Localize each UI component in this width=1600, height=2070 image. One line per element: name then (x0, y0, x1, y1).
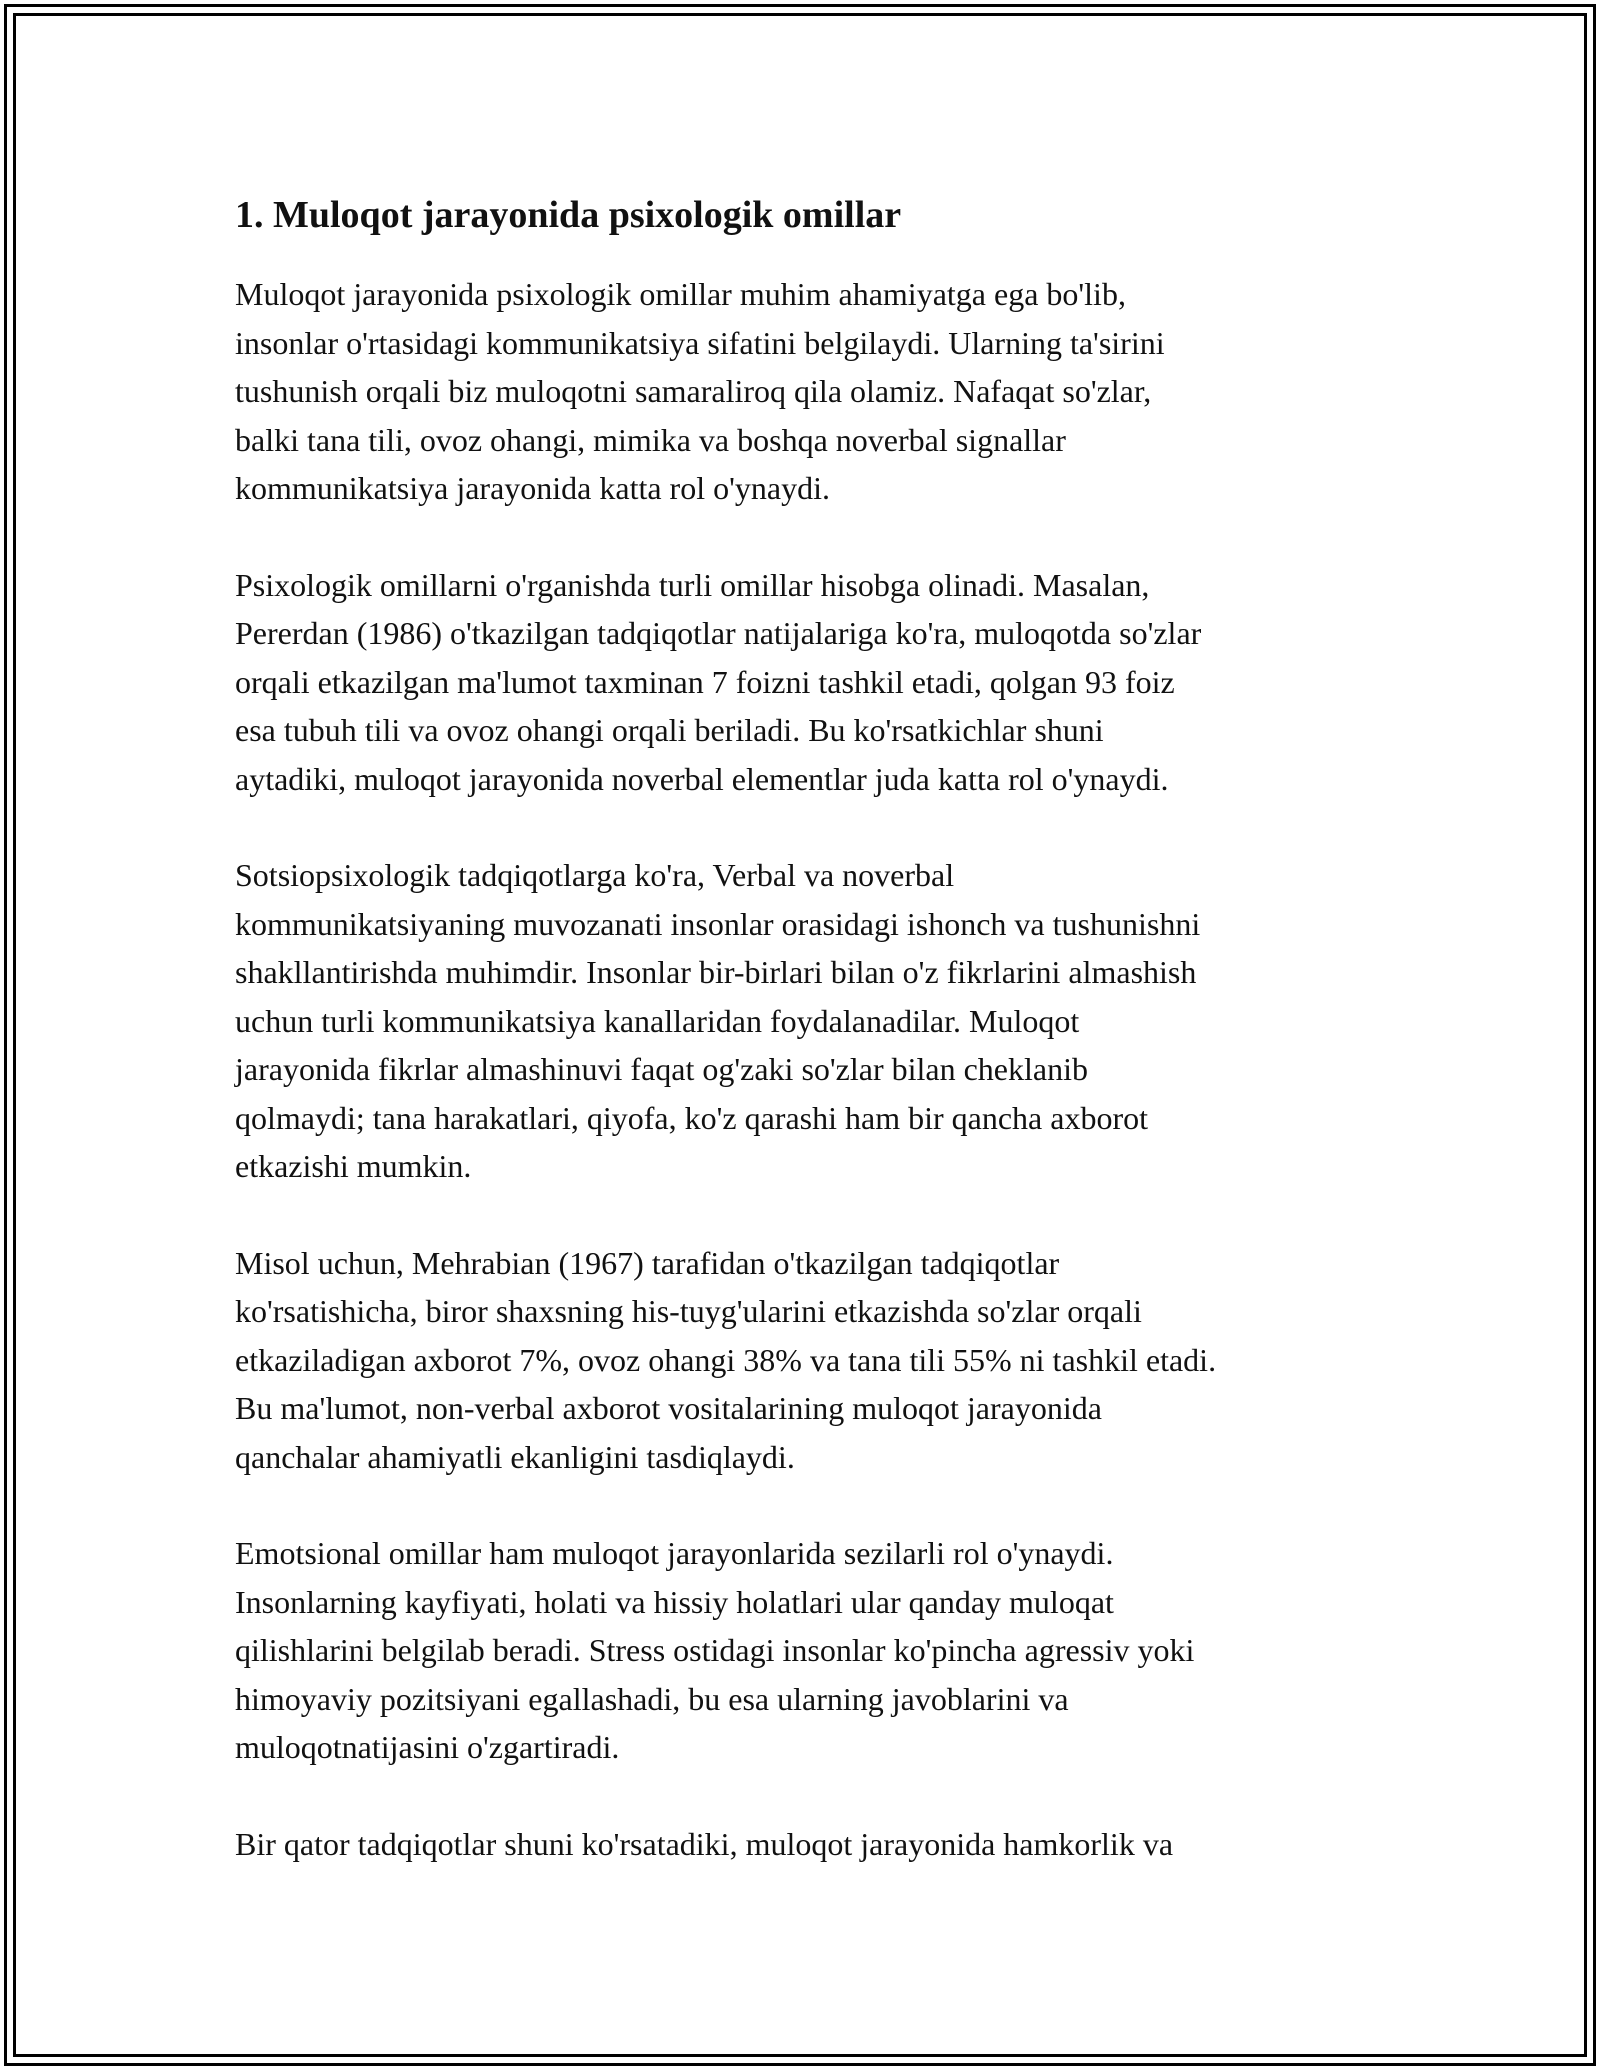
document-body (235, 190, 1365, 1916)
section-heading: 1. Muloqot jarayonida psixologik omillar (235, 194, 902, 236)
paragraph-cooperation: Bir qator tadqiqotlar shuni ko'rsatadiki, muloqot jarayonida hamkorlik va (235, 1825, 1174, 1862)
paragraph-pererdan-study: Psixologik omillarni o'rganishda turli omillar hisobga olinadi. Masalan, Pererdan (1986) o'tkazilgan tadqiqotlar natijalariga ko'ra, muloqotda so'zlar orqali etkazilgan ma'lumot taxminan 7 foizni tashkil etadi, qolgan 93 foiz esa tubuh tili va ovoz ohangi orqali beriladi. Bu ko'rsatkichlar shuni aytadiki, muloqot jarayonida noverbal elementlar juda katta rol o'ynaydi. (235, 566, 1202, 797)
paragraph-emotional-factors: Emotsional omillar ham muloqot jarayonlarida sezilarli rol o'ynaydi. Insonlarning kayfiyati, holati va hissiy holatlari ular qanday muloqat qilishlarini belgilab beradi. Stress ostidagi insonlar ko'pincha agressiv yoki himoyaviy pozitsiyani egallashadi, bu esa ularning javoblarini va muloqotnatijasini o'zgartiradi. (235, 1535, 1195, 1765)
paragraph-intro: Muloqot jarayonida psixologik omillar muhim ahamiyatga ega bo'lib, insonlar o'rtasidagi kommunikatsiya sifatini belgilaydi. Ularning ta'sirini tushunish orqali biz muloqotni samaraliroq qila olamiz. Nafaqat so'zlar, balki tana tili, ovoz ohangi, mimika va boshqa noverbal signallar kommunikatsiya jarayonida katta rol o'ynaydi. (235, 276, 1165, 506)
paragraph-sociopsychological: Sotsiopsixologik tadqiqotlarga ko'ra, Verbal va noverbal kommunikatsiyaning muvozanati insonlar orasidagi ishonch va tushunishni shakllantirishda muhimdir. Insonlar bir-birlari bilan o'z fikrlarini almashish uchun turli kommunikatsiya kanallaridan foydalanadilar. Muloqot jarayonida fikrlar almashinuvi faqat og'zaki so'zlar bilan cheklanib qolmaydi; tana harakatlari, qiyofa, ko'z qarashi ham bir qancha axborot etkazishi mumkin. (235, 857, 1201, 1184)
paragraph-mehrabian-study: Misol uchun, Mehrabian (1967) tarafidan o'tkazilgan tadqiqotlar ko'rsatishicha, biror shaxsning his-tuyg'ularini etkazishda so'zlar orqali etkaziladigan axborot 7%, ovoz ohangi 38% va tana tili 55% ni tashkil etadi. Bu ma'lumot, non-verbal axborot vositalarining muloqot jarayonida qanchalar ahamiyatli ekanligini tasdiqlaydi. (235, 1244, 1217, 1475)
